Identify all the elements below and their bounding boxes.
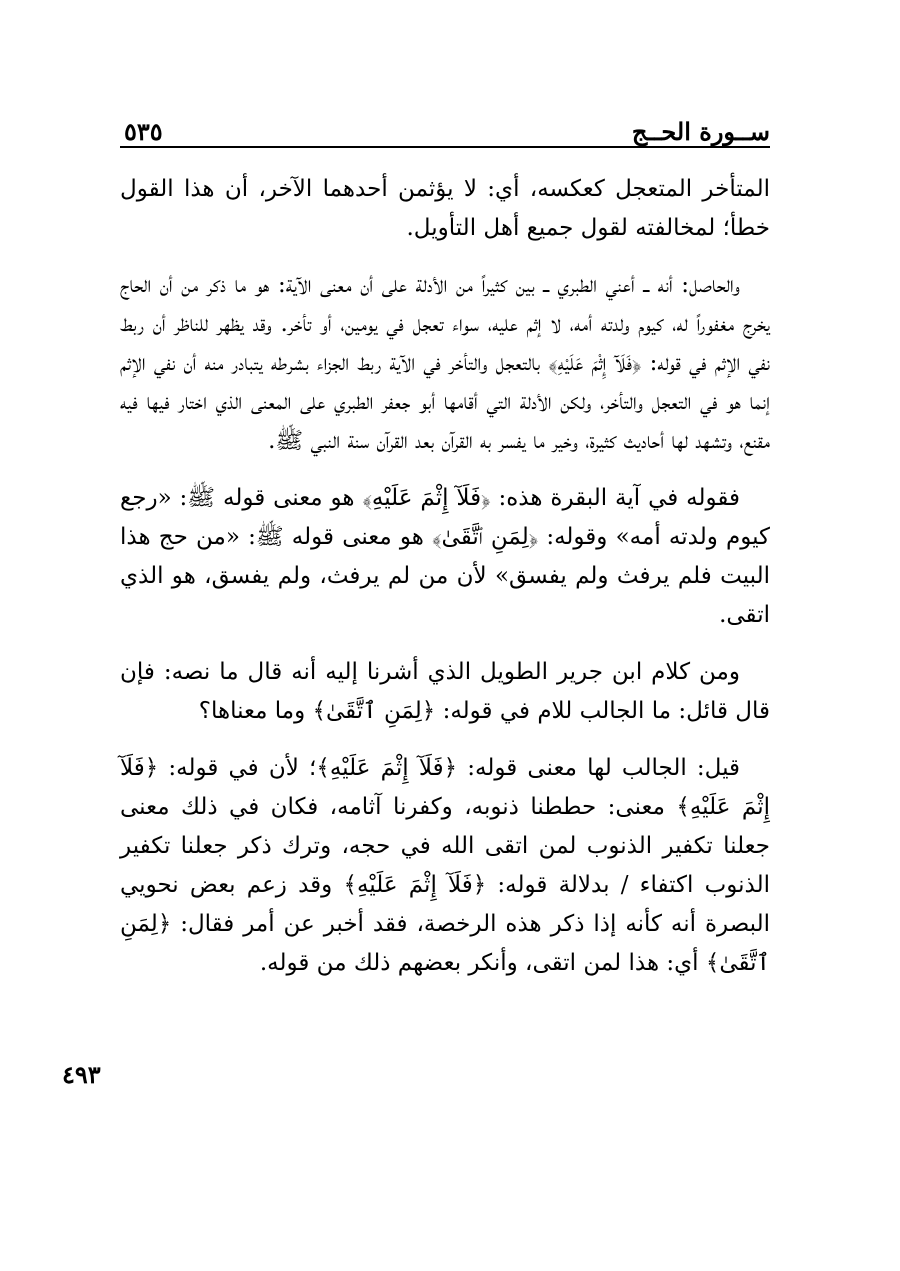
page-number: ٥٣٥ (124, 117, 163, 146)
paragraph-4: ومن كلام ابن جرير الطويل الذي أشرنا إليه أنه قال ما نصه: فإن قال قائل: ما الجالب للام في قوله: ﴿لِمَنِ ٱتَّقَىٰ﴾ وما معناها؟ (120, 659, 770, 724)
paragraph-1: المتأخر المتعجل كعكسه، أي: لا يؤثمن أحدهما الآخر، أن هذا القول خطأ؛ لمخالفته لقول جميع أهل التأويل. (120, 176, 770, 241)
surah-title: ســورة الحــج (631, 117, 770, 146)
page-body (120, 170, 770, 983)
book-page (120, 108, 770, 1001)
paragraph-2: والحاصل: أنه ــ أعني الطبري ــ بين كثيراً من الأدلة على أن معنى الآية: هو ما ذكر من أن الحاج يخرج مغفوراً له، كيوم ولدته أمه، لا إثم عليه، سواء تعجل في يومين، أو تأخر. وقد يظهر للناظر أن ربط نفي الإثم في قوله: ﴿فَلَآ إِثْمَ عَلَيْهِ﴾ بالتعجل والتأخر في الآية ربط الجزاء بشرطه يتبادر منه أن نفي الإثم إنما هو في التعجل والتأخر، ولكن الأدلة التي أقامها أبو جعفر الطبري على المعنى الذي اختار فيها فيه مقنع، وتشهد لها أحاديث كثيرة، وخير ما يفسر به القرآن بعد القرآن سنة النبي ﷺ. (120, 272, 770, 454)
paragraph-3: فقوله في آية البقرة هذه: ﴿فَلَآ إِثْمَ عَلَيْهِ﴾ هو معنى قوله ﷺ: «رجع كيوم ولدته أمه» وقوله: ﴿لِمَنِ ٱتَّقَىٰ﴾ هو معنى قوله ﷺ: «من حج هذا البيت فلم يرفث ولم يفسق» لأن من لم يرفث، ولم يفسق، هو الذي اتقى. (120, 485, 770, 628)
paragraph-5: قيل: الجالب لها معنى قوله: ﴿فَلَآ إِثْمَ عَلَيْهِ﴾؛ لأن في قوله: ﴿فَلَآ إِثْمَ عَلَيْهِ﴾ معنى: حططنا ذنوبه، وكفرنا آثامه، فكان في ذلك معنى جعلنا تكفير الذنوب لمن اتقى الله في حجه، وترك ذكر جعلنا تكفير الذنوب اكتفاء / بدلالة قوله: ﴿فَلَآ إِثْمَ عَلَيْهِ﴾ وقد زعم بعض نحويي البصرة أنه كأنه إذا ذكر هذه الرخصة، فقد أخبر عن أمر فقال: ﴿لِمَنِ ٱتَّقَىٰ﴾ أي: هذا لمن اتقى، وأنكر بعضهم ذلك من قوله. (120, 755, 770, 976)
margin-page-reference: ٤٩٣ (62, 1060, 101, 1089)
page-header (120, 108, 770, 148)
